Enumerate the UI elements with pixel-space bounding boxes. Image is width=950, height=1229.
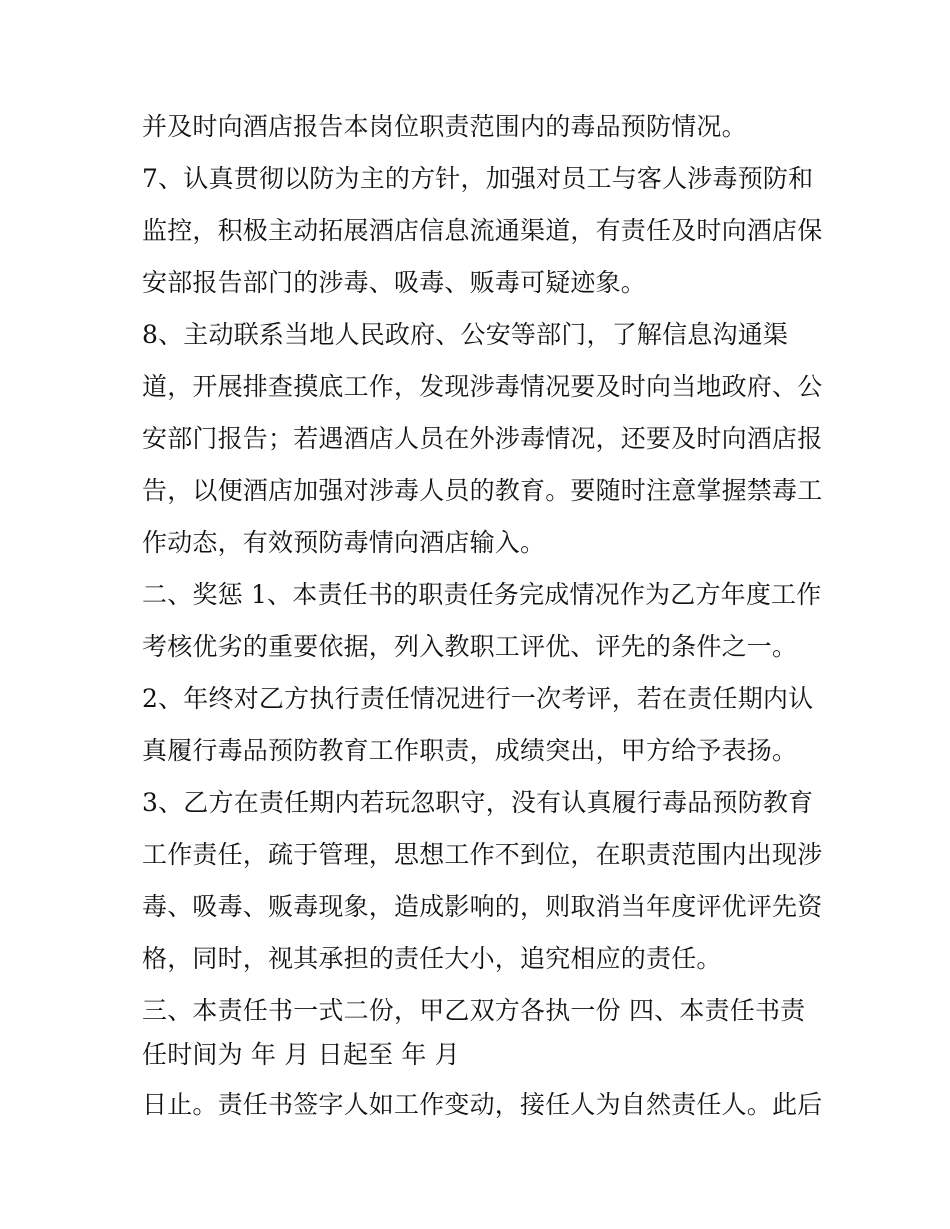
text-line-2: 7、认真贯彻以防为主的方针，加强对员工与客人涉毒预防和 bbox=[142, 164, 814, 193]
text-line-20: 日止。责任书签字人如工作变动，接任人为自然责任人。此后 bbox=[142, 1090, 823, 1119]
text-line-16: 毒、吸毒、贩毒现象，造成影响的，则取消当年度评优评先资 bbox=[142, 892, 823, 921]
text-line-4: 安部报告部门的涉毒、吸毒、贩毒可疑迹象。 bbox=[142, 268, 647, 297]
text-line-9: 作动态，有效预防毒情向酒店输入。 bbox=[142, 528, 546, 557]
text-line-5: 8、主动联系当地人民政府、公安等部门，了解信息沟通渠 bbox=[142, 320, 789, 349]
text-line-11: 考核优劣的重要依据，列入教职工评优、评先的条件之一。 bbox=[142, 632, 798, 661]
text-line-15: 工作责任，疏于管理，思想工作不到位，在职责范围内出现涉 bbox=[142, 840, 823, 869]
text-line-7: 安部门报告；若遇酒店人员在外涉毒情况，还要及时向酒店报 bbox=[142, 424, 823, 453]
text-line-14: 3、乙方在责任期内若玩忽职守，没有认真履行毒品预防教育 bbox=[142, 788, 814, 817]
text-line-8: 告，以便酒店加强对涉毒人员的教育。要随时注意掌握禁毒工 bbox=[142, 476, 823, 505]
text-line-10: 二、奖惩 1、本责任书的职责任务完成情况作为乙方年度工作 bbox=[142, 580, 822, 609]
text-line-18: 三、本责任书一式二份，甲乙双方各执一份 四、本责任书责 bbox=[142, 996, 806, 1025]
text-line-3: 监控，积极主动拓展酒店信息流通渠道，有责任及时向酒店保 bbox=[142, 216, 823, 245]
text-line-1: 并及时向酒店报告本岗位职责范围内的毒品预防情况。 bbox=[142, 112, 747, 141]
text-line-13: 真履行毒品预防教育工作职责，成绩突出，甲方给予表扬。 bbox=[142, 736, 798, 765]
text-line-17: 格，同时，视其承担的责任大小，追究相应的责任。 bbox=[142, 944, 722, 973]
text-line-6: 道，开展排查摸底工作，发现涉毒情况要及时向当地政府、公 bbox=[142, 372, 823, 401]
text-line-19: 任时间为 年 月 日起至 年 月 bbox=[142, 1040, 460, 1069]
text-line-12: 2、年终对乙方执行责任情况进行一次考评，若在责任期内认 bbox=[142, 684, 814, 713]
